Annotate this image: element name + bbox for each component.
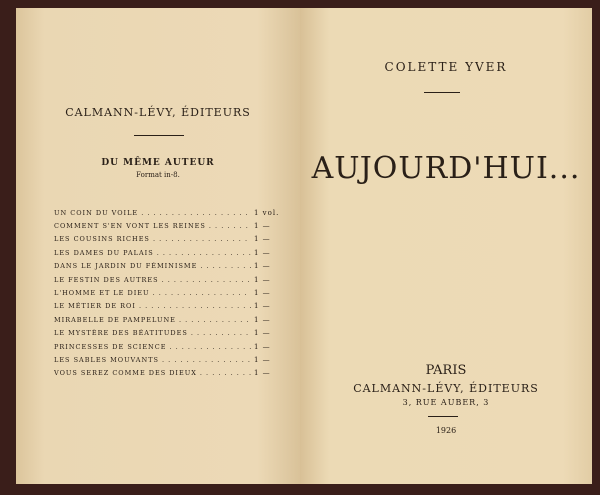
work-volumes: 1 — bbox=[254, 275, 271, 284]
author-name: COLETTE YVER bbox=[384, 60, 508, 74]
work-volumes: 1 — bbox=[254, 369, 271, 378]
work-volumes: 1 vol. bbox=[254, 208, 280, 217]
work-entry bbox=[54, 206, 282, 219]
work-volumes: 1 — bbox=[254, 355, 271, 364]
divider bbox=[134, 135, 184, 136]
works-list bbox=[54, 206, 282, 380]
work-title: LES DAMES DU PALAIS . . . bbox=[54, 249, 251, 257]
work-volumes: 1 — bbox=[254, 222, 271, 231]
divider bbox=[424, 92, 460, 93]
work-title: LES SABLES MOUVANTS . . . bbox=[54, 356, 251, 364]
work-title: LE MÉTIER DE ROI . . . bbox=[54, 302, 251, 310]
work-volumes: 1 — bbox=[254, 235, 271, 244]
publisher: CALMANN-LÉVY, ÉDITEURS bbox=[353, 382, 539, 395]
work-title: COMMENT S'EN VONT LES REINES . . . bbox=[54, 222, 251, 230]
work-title: UN COIN DU VOILE . . . bbox=[54, 209, 251, 217]
work-title: LE FESTIN DES AUTRES . . . bbox=[54, 276, 251, 284]
work-entry bbox=[54, 273, 282, 286]
left-page bbox=[16, 8, 300, 484]
book-title: AUJOURD'HUI... bbox=[311, 151, 581, 186]
work-title: LE MYSTÈRE DES BÉATITUDES . . . bbox=[54, 329, 251, 337]
divider bbox=[428, 416, 458, 417]
work-entry bbox=[54, 313, 282, 326]
work-entry bbox=[54, 340, 282, 353]
publisher-header: CALMANN-LÉVY, ÉDITEURS bbox=[65, 106, 251, 119]
work-title: PRINCESSES DE SCIENCE . . . bbox=[54, 343, 251, 351]
work-entry bbox=[54, 246, 282, 259]
work-entry bbox=[54, 233, 282, 246]
work-title: DANS LE JARDIN DU FÉMINISME . . . bbox=[54, 262, 251, 270]
work-volumes: 1 — bbox=[254, 342, 271, 351]
work-volumes: 1 — bbox=[254, 289, 271, 298]
work-entry bbox=[54, 286, 282, 299]
work-title: L'HOMME ET LE DIEU . . . bbox=[54, 289, 251, 297]
work-volumes: 1 — bbox=[254, 248, 271, 257]
work-volumes: 1 — bbox=[254, 262, 271, 271]
work-entry bbox=[54, 219, 282, 232]
city: PARIS bbox=[425, 363, 467, 378]
right-page bbox=[300, 8, 592, 484]
work-entry bbox=[54, 353, 282, 366]
works-heading: DU MÊME AUTEUR bbox=[101, 158, 215, 168]
year: 1926 bbox=[435, 426, 457, 435]
work-entry bbox=[54, 300, 282, 313]
format-note: Format in-8. bbox=[136, 171, 180, 179]
work-title: LES COUSINS RICHES . . . bbox=[54, 235, 251, 243]
work-entry bbox=[54, 367, 282, 380]
work-entry bbox=[54, 327, 282, 340]
work-volumes: 1 — bbox=[254, 302, 271, 311]
work-volumes: 1 — bbox=[254, 329, 271, 338]
work-title: VOUS SEREZ COMME DES DIEUX . . . bbox=[54, 369, 251, 377]
address: 3, RUE AUBER, 3 bbox=[402, 398, 490, 407]
work-volumes: 1 — bbox=[254, 315, 271, 324]
work-title: MIRABELLE DE PAMPELUNE . . . bbox=[54, 316, 251, 324]
work-entry bbox=[54, 260, 282, 273]
